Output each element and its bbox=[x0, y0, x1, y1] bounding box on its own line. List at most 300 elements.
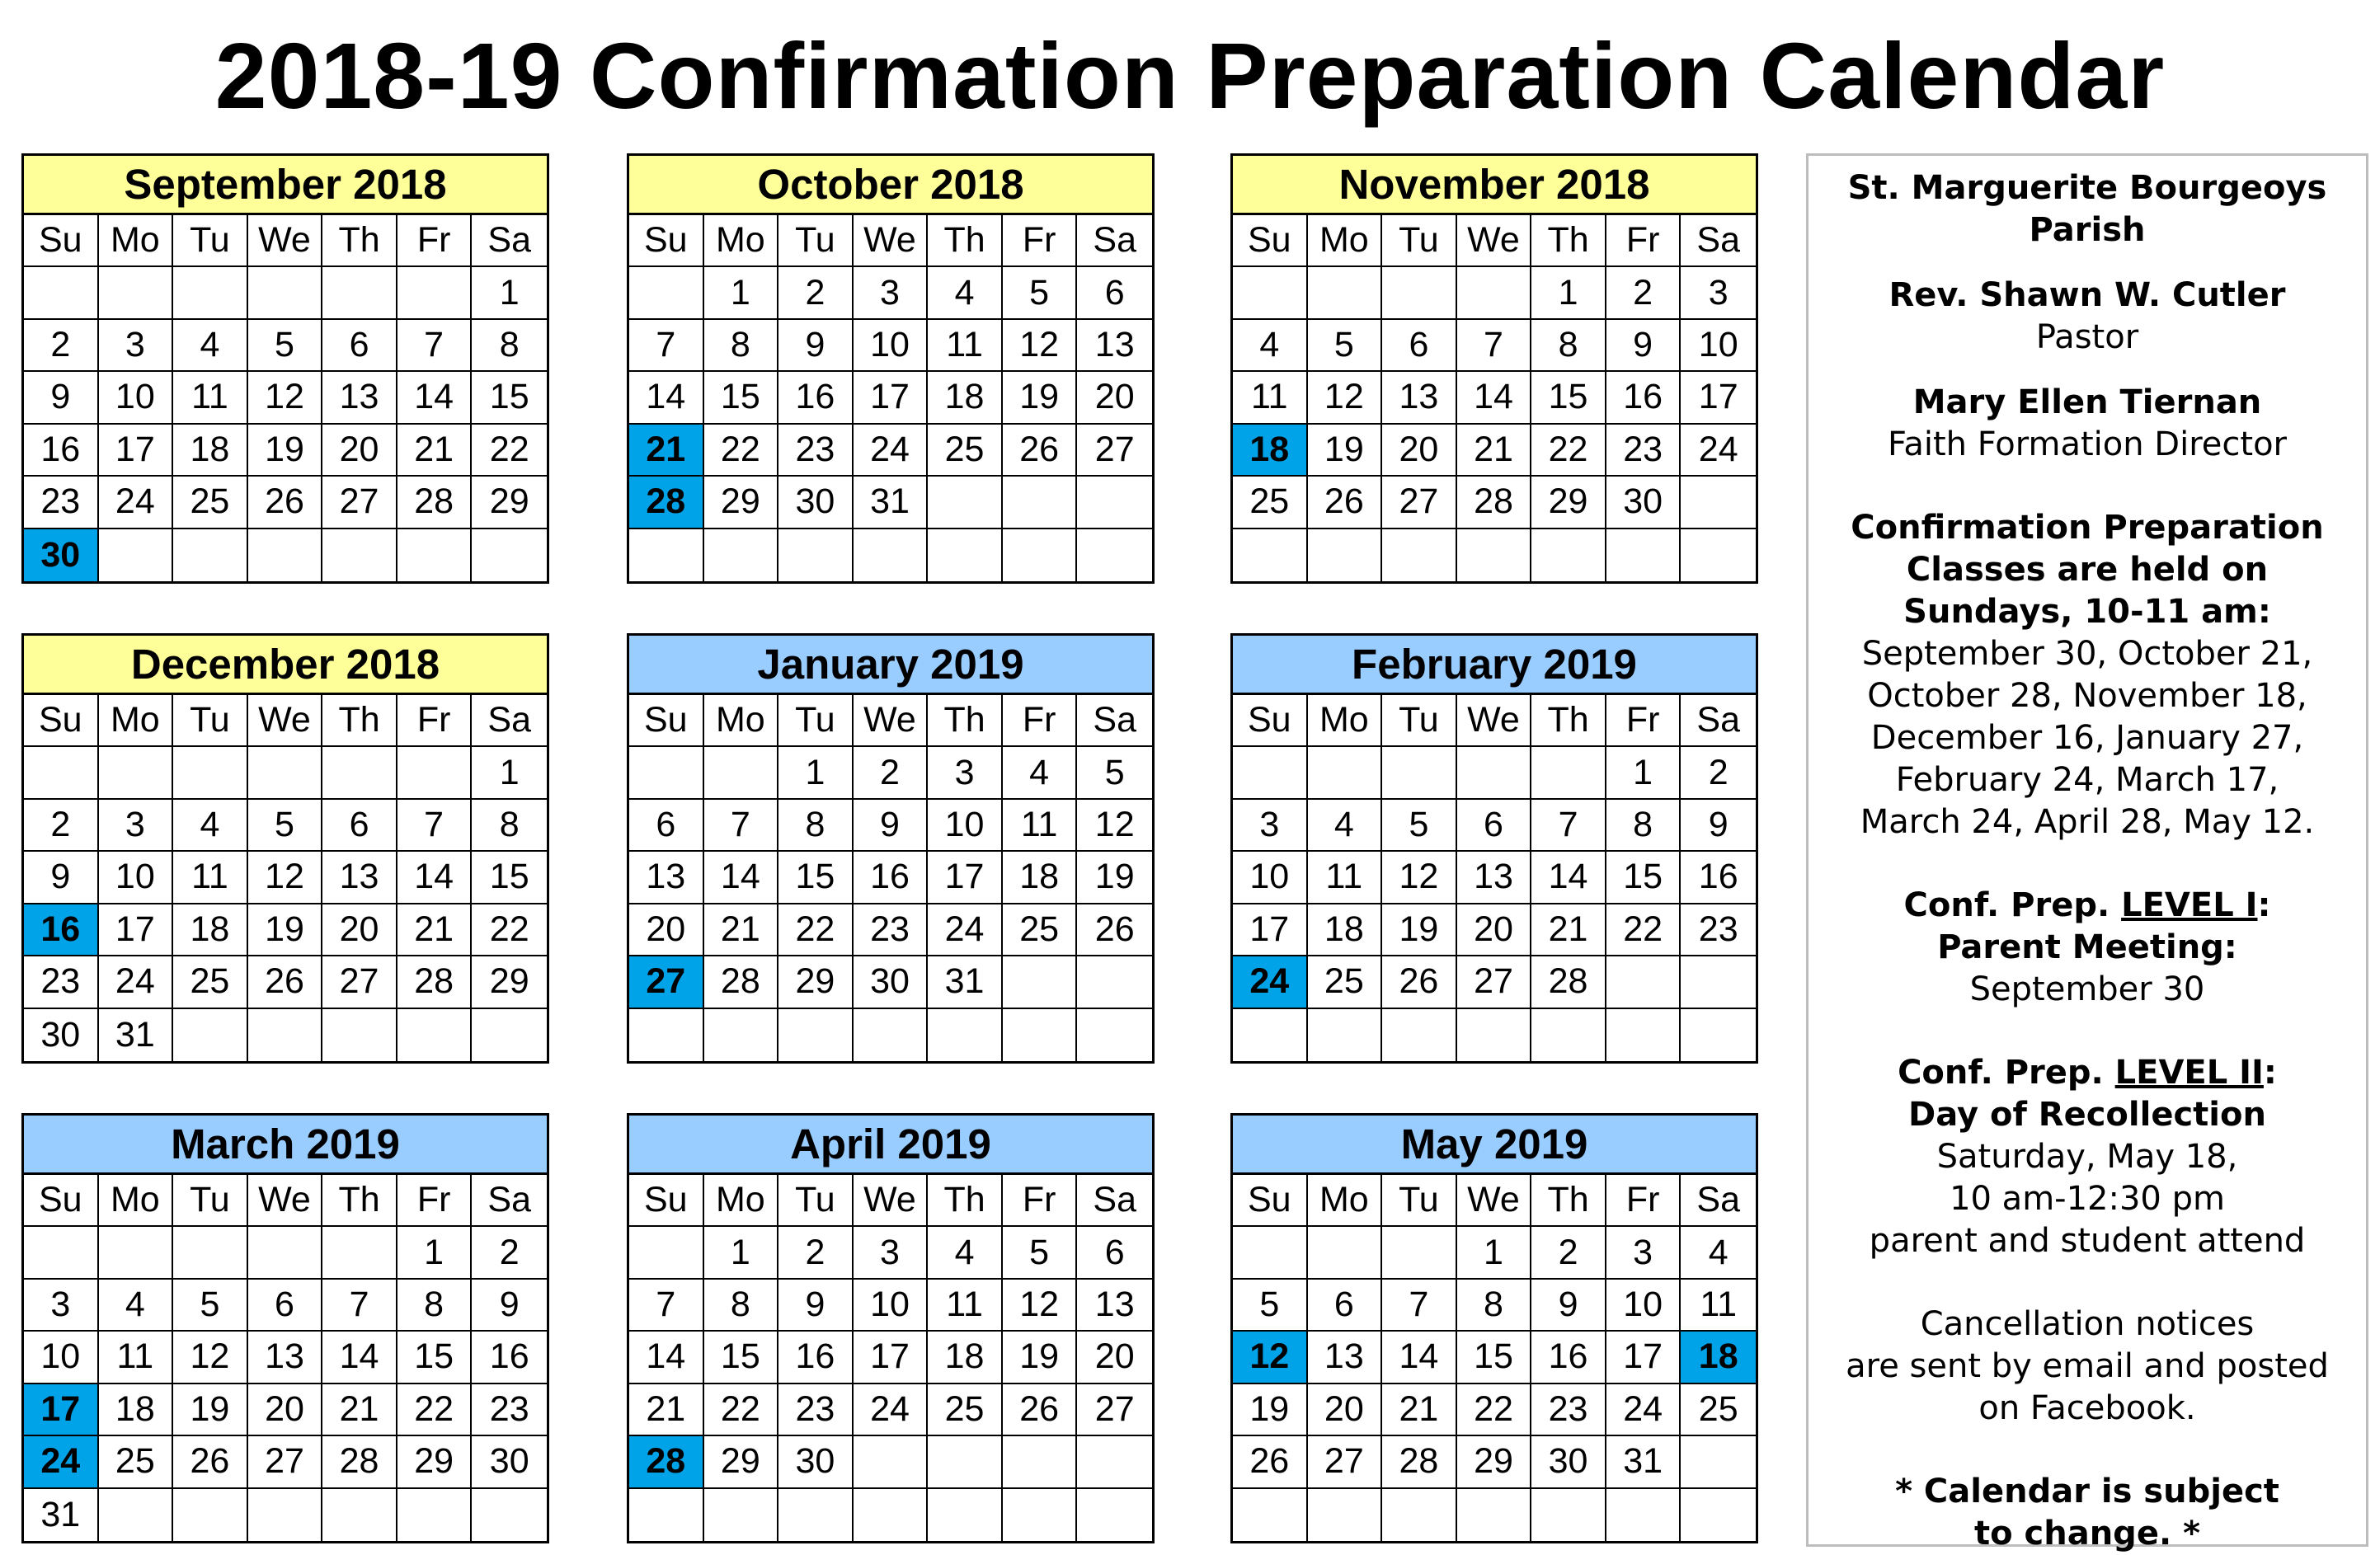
day-cell: 13 bbox=[322, 372, 397, 424]
day-cell: 18 bbox=[1003, 852, 1078, 904]
empty-day-cell bbox=[1308, 747, 1383, 799]
day-cell: 10 bbox=[1681, 320, 1756, 372]
weekday-label: Fr bbox=[1003, 215, 1078, 267]
month-header: March 2019 bbox=[24, 1116, 547, 1175]
class-dates-line2: October 28, November 18, bbox=[1867, 677, 2307, 715]
empty-day-cell bbox=[322, 267, 397, 319]
weekday-label: Fr bbox=[397, 1175, 473, 1227]
day-cell: 23 bbox=[1531, 1384, 1606, 1436]
day-cell: 29 bbox=[704, 477, 779, 529]
day-cell: 25 bbox=[1308, 956, 1383, 1008]
cancellation-line1: Cancellation notices bbox=[1920, 1305, 2255, 1343]
day-cell: 28 bbox=[704, 956, 779, 1008]
day-cell: 15 bbox=[704, 372, 779, 424]
day-cell: 13 bbox=[1308, 1332, 1383, 1384]
day-cell: 25 bbox=[1003, 904, 1078, 956]
day-cell: 29 bbox=[397, 1436, 473, 1488]
empty-day-cell bbox=[928, 1009, 1003, 1061]
month-calendar bbox=[1230, 153, 1758, 584]
day-cell: 8 bbox=[1531, 320, 1606, 372]
empty-day-cell bbox=[1531, 1489, 1606, 1541]
weekday-label: We bbox=[854, 1175, 929, 1227]
empty-day-cell bbox=[397, 1489, 473, 1541]
day-cell: 20 bbox=[1077, 372, 1152, 424]
weekday-label: Tu bbox=[173, 695, 248, 747]
day-cell: 5 bbox=[248, 800, 323, 852]
day-cell: 30 bbox=[854, 956, 929, 1008]
day-cell: 8 bbox=[704, 320, 779, 372]
empty-day-cell bbox=[629, 267, 704, 319]
empty-day-cell bbox=[1382, 267, 1457, 319]
page-title: 2018-19 Confirmation Preparation Calendar bbox=[214, 24, 2166, 128]
empty-day-cell bbox=[1457, 1489, 1532, 1541]
day-cell: 26 bbox=[1003, 425, 1078, 477]
month-header: April 2019 bbox=[629, 1116, 1152, 1175]
day-cell: 8 bbox=[1457, 1280, 1532, 1332]
day-cell: 6 bbox=[322, 800, 397, 852]
empty-day-cell bbox=[1308, 267, 1383, 319]
empty-day-cell bbox=[248, 529, 323, 581]
class-dates-line1: September 30, October 21, bbox=[1861, 635, 2313, 673]
weekday-label: Su bbox=[629, 695, 704, 747]
day-cell: 25 bbox=[173, 477, 248, 529]
day-cell: 16 bbox=[854, 852, 929, 904]
empty-day-cell bbox=[1003, 477, 1078, 529]
cancellation-line3: on Facebook. bbox=[1978, 1389, 2196, 1427]
day-cell: 5 bbox=[1233, 1280, 1308, 1332]
day-cell: 22 bbox=[472, 904, 547, 956]
day-cell: 3 bbox=[854, 267, 929, 319]
weekday-label: Th bbox=[928, 695, 1003, 747]
day-cell: 11 bbox=[928, 320, 1003, 372]
weekday-label: We bbox=[1457, 695, 1532, 747]
month-header: November 2018 bbox=[1233, 156, 1756, 215]
day-cell: 11 bbox=[1308, 852, 1383, 904]
day-cell: 5 bbox=[248, 320, 323, 372]
day-cell: 22 bbox=[778, 904, 854, 956]
day-cell: 30 bbox=[1606, 477, 1682, 529]
empty-day-cell bbox=[1531, 529, 1606, 581]
day-cell: 7 bbox=[704, 800, 779, 852]
day-cell: 16 bbox=[1531, 1332, 1606, 1384]
weekday-label: Th bbox=[1531, 1175, 1606, 1227]
day-cell: 12 bbox=[248, 372, 323, 424]
day-cell: 23 bbox=[778, 425, 854, 477]
day-cell: 9 bbox=[1681, 800, 1756, 852]
day-cell: 7 bbox=[322, 1280, 397, 1332]
empty-day-cell bbox=[1606, 529, 1682, 581]
day-cell: 20 bbox=[1382, 425, 1457, 477]
day-cell: 5 bbox=[1077, 747, 1152, 799]
weekday-label: Sa bbox=[472, 215, 547, 267]
empty-day-cell bbox=[1382, 747, 1457, 799]
day-cell: 21 bbox=[704, 904, 779, 956]
empty-day-cell bbox=[1606, 1489, 1682, 1541]
day-cell: 24 bbox=[854, 425, 929, 477]
day-cell: 25 bbox=[928, 425, 1003, 477]
day-cell: 14 bbox=[704, 852, 779, 904]
day-cell: 23 bbox=[778, 1384, 854, 1436]
empty-day-cell bbox=[397, 1009, 473, 1061]
day-cell: 26 bbox=[1308, 477, 1383, 529]
empty-day-cell bbox=[704, 529, 779, 581]
weekday-label: Su bbox=[24, 1175, 99, 1227]
parish-name-line2: Parish bbox=[2029, 211, 2146, 249]
weekday-label: Su bbox=[629, 215, 704, 267]
empty-day-cell bbox=[1382, 1489, 1457, 1541]
empty-day-cell bbox=[1233, 1009, 1308, 1061]
empty-day-cell bbox=[397, 529, 473, 581]
level2-suffix: : bbox=[2263, 1054, 2277, 1092]
day-cell: 17 bbox=[1681, 372, 1756, 424]
weekday-label: Mo bbox=[1308, 1175, 1383, 1227]
empty-day-cell bbox=[1077, 956, 1152, 1008]
day-cell: 31 bbox=[1606, 1436, 1682, 1488]
day-cell: 18 bbox=[1308, 904, 1383, 956]
day-cell: 14 bbox=[397, 852, 473, 904]
day-cell: 21 bbox=[629, 1384, 704, 1436]
day-cell: 8 bbox=[472, 320, 547, 372]
day-cell: 20 bbox=[248, 1384, 323, 1436]
director-title: Faith Formation Director bbox=[1887, 425, 2287, 463]
day-cell: 26 bbox=[1233, 1436, 1308, 1488]
day-cell: 10 bbox=[854, 1280, 929, 1332]
empty-day-cell bbox=[1077, 477, 1152, 529]
day-cell: 15 bbox=[472, 852, 547, 904]
weekday-label: Tu bbox=[1382, 695, 1457, 747]
empty-day-cell bbox=[1003, 1436, 1078, 1488]
classes-heading-line3: Sundays, 10-11 am: bbox=[1903, 593, 2271, 631]
day-cell: 3 bbox=[1606, 1227, 1682, 1279]
level2-heading bbox=[1809, 1052, 2366, 1094]
day-cell: 21 bbox=[397, 904, 473, 956]
empty-day-cell bbox=[99, 267, 174, 319]
day-cell: 25 bbox=[928, 1384, 1003, 1436]
month-calendar bbox=[627, 633, 1155, 1064]
day-cell: 16 bbox=[24, 425, 99, 477]
empty-day-cell bbox=[928, 1489, 1003, 1541]
empty-day-cell bbox=[1382, 1227, 1457, 1279]
day-cell: 20 bbox=[1308, 1384, 1383, 1436]
weekday-label: Su bbox=[1233, 215, 1308, 267]
day-cell: 23 bbox=[1606, 425, 1682, 477]
day-cell: 23 bbox=[472, 1384, 547, 1436]
day-cell: 5 bbox=[1003, 267, 1078, 319]
day-cell: 24 bbox=[1681, 425, 1756, 477]
month-calendar bbox=[21, 153, 549, 584]
weekday-label: We bbox=[248, 1175, 323, 1227]
empty-day-cell bbox=[99, 747, 174, 799]
day-cell: 24 bbox=[99, 477, 174, 529]
empty-day-cell bbox=[248, 1227, 323, 1279]
day-cell: 27 bbox=[1308, 1436, 1383, 1488]
weekday-label: Su bbox=[24, 695, 99, 747]
empty-day-cell bbox=[1077, 529, 1152, 581]
day-cell: 16 bbox=[778, 1332, 854, 1384]
day-cell: 24 bbox=[1606, 1384, 1682, 1436]
day-cell: 27 bbox=[1457, 956, 1532, 1008]
empty-day-cell bbox=[1681, 956, 1756, 1008]
weekday-label: Su bbox=[1233, 695, 1308, 747]
day-cell: 28 bbox=[397, 477, 473, 529]
empty-day-cell bbox=[1308, 1009, 1383, 1061]
empty-day-cell bbox=[778, 1489, 854, 1541]
day-cell: 7 bbox=[397, 320, 473, 372]
day-cell: 5 bbox=[1003, 1227, 1078, 1279]
day-cell: 19 bbox=[248, 425, 323, 477]
weekday-label: Fr bbox=[397, 215, 473, 267]
weekday-label: Mo bbox=[1308, 695, 1383, 747]
day-cell: 3 bbox=[854, 1227, 929, 1279]
weekday-label: Sa bbox=[472, 1175, 547, 1227]
day-cell: 4 bbox=[928, 1227, 1003, 1279]
day-cell: 20 bbox=[1077, 1332, 1152, 1384]
weekday-label: Fr bbox=[1606, 215, 1682, 267]
weekday-label: Su bbox=[629, 1175, 704, 1227]
empty-day-cell bbox=[173, 1227, 248, 1279]
day-cell: 17 bbox=[1233, 904, 1308, 956]
level1-heading bbox=[1809, 885, 2366, 927]
day-cell: 25 bbox=[173, 956, 248, 1008]
empty-day-cell bbox=[1077, 1436, 1152, 1488]
level2-note: parent and student attend bbox=[1869, 1222, 2306, 1260]
day-cell: 11 bbox=[928, 1280, 1003, 1332]
day-cell: 30 bbox=[24, 1009, 99, 1061]
day-cell: 31 bbox=[854, 477, 929, 529]
weekday-label: Fr bbox=[397, 695, 473, 747]
day-cell: 3 bbox=[1681, 267, 1756, 319]
classes-heading-line2: Classes are held on bbox=[1906, 551, 2269, 589]
day-cell: 2 bbox=[1606, 267, 1682, 319]
weekday-label: Tu bbox=[173, 1175, 248, 1227]
day-cell: 23 bbox=[854, 904, 929, 956]
weekday-label: Fr bbox=[1606, 695, 1682, 747]
empty-day-cell bbox=[322, 1009, 397, 1061]
day-cell: 12 bbox=[248, 852, 323, 904]
day-cell: 1 bbox=[472, 267, 547, 319]
day-cell: 13 bbox=[322, 852, 397, 904]
level1-label: LEVEL I bbox=[2121, 886, 2258, 924]
day-cell: 9 bbox=[24, 852, 99, 904]
day-cell: 31 bbox=[928, 956, 1003, 1008]
month-calendar bbox=[627, 153, 1155, 584]
day-cell: 9 bbox=[854, 800, 929, 852]
day-cell: 16 bbox=[778, 372, 854, 424]
day-cell: 3 bbox=[1233, 800, 1308, 852]
class-dates-line4: February 24, March 17, bbox=[1895, 761, 2279, 799]
day-cell: 1 bbox=[397, 1227, 473, 1279]
day-cell-class-date: 21 bbox=[629, 425, 704, 477]
day-cell: 26 bbox=[1077, 904, 1152, 956]
empty-day-cell bbox=[704, 1009, 779, 1061]
empty-day-cell bbox=[629, 747, 704, 799]
day-cell: 20 bbox=[1457, 904, 1532, 956]
day-cell: 29 bbox=[472, 956, 547, 1008]
day-cell: 17 bbox=[99, 425, 174, 477]
day-cell: 7 bbox=[397, 800, 473, 852]
day-cell: 25 bbox=[1681, 1384, 1756, 1436]
day-cell: 19 bbox=[1308, 425, 1383, 477]
day-cell: 14 bbox=[1531, 852, 1606, 904]
day-cell: 5 bbox=[173, 1280, 248, 1332]
month-calendar bbox=[21, 1113, 549, 1543]
empty-day-cell bbox=[322, 529, 397, 581]
weekday-label: Fr bbox=[1606, 1175, 1682, 1227]
empty-day-cell bbox=[1457, 529, 1532, 581]
day-cell: 7 bbox=[1382, 1280, 1457, 1332]
empty-day-cell bbox=[1531, 747, 1606, 799]
day-cell: 12 bbox=[1077, 800, 1152, 852]
day-cell: 22 bbox=[1531, 425, 1606, 477]
empty-day-cell bbox=[397, 747, 473, 799]
day-cell: 26 bbox=[1003, 1384, 1078, 1436]
empty-day-cell bbox=[322, 1227, 397, 1279]
level2-date: Saturday, May 18, bbox=[1936, 1138, 2238, 1176]
day-cell: 12 bbox=[1382, 852, 1457, 904]
day-cell: 30 bbox=[778, 1436, 854, 1488]
day-cell: 25 bbox=[99, 1436, 174, 1488]
day-cell: 11 bbox=[173, 852, 248, 904]
weekday-label: Tu bbox=[778, 215, 854, 267]
day-cell: 28 bbox=[1382, 1436, 1457, 1488]
day-cell: 16 bbox=[472, 1332, 547, 1384]
weekday-label: We bbox=[854, 215, 929, 267]
day-cell: 6 bbox=[1382, 320, 1457, 372]
day-cell: 13 bbox=[1077, 320, 1152, 372]
weekday-label: Tu bbox=[1382, 1175, 1457, 1227]
empty-day-cell bbox=[1457, 267, 1532, 319]
day-cell: 2 bbox=[1681, 747, 1756, 799]
day-cell: 4 bbox=[928, 267, 1003, 319]
day-cell: 12 bbox=[1003, 1280, 1078, 1332]
day-cell: 21 bbox=[322, 1384, 397, 1436]
day-cell: 13 bbox=[1077, 1280, 1152, 1332]
weekday-label: Sa bbox=[1077, 215, 1152, 267]
empty-day-cell bbox=[629, 529, 704, 581]
empty-day-cell bbox=[173, 529, 248, 581]
day-cell: 10 bbox=[99, 852, 174, 904]
empty-day-cell bbox=[248, 1009, 323, 1061]
day-cell: 11 bbox=[173, 372, 248, 424]
empty-day-cell bbox=[1382, 1009, 1457, 1061]
empty-day-cell bbox=[99, 529, 174, 581]
day-cell: 29 bbox=[1531, 477, 1606, 529]
day-cell: 5 bbox=[1382, 800, 1457, 852]
empty-day-cell bbox=[778, 529, 854, 581]
day-cell: 19 bbox=[1003, 1332, 1078, 1384]
day-cell: 19 bbox=[1003, 372, 1078, 424]
day-cell: 18 bbox=[173, 425, 248, 477]
weekday-label: Sa bbox=[1681, 695, 1756, 747]
class-dates-line3: December 16, January 27, bbox=[1870, 719, 2304, 757]
empty-day-cell bbox=[1681, 477, 1756, 529]
day-cell: 3 bbox=[24, 1280, 99, 1332]
month-header: January 2019 bbox=[629, 636, 1152, 695]
weekday-label: Tu bbox=[1382, 215, 1457, 267]
month-header: October 2018 bbox=[629, 156, 1152, 215]
day-cell: 23 bbox=[24, 956, 99, 1008]
weekday-label: Su bbox=[24, 215, 99, 267]
empty-day-cell bbox=[854, 529, 929, 581]
day-cell: 27 bbox=[1077, 425, 1152, 477]
weekday-label: Sa bbox=[1681, 1175, 1756, 1227]
day-cell: 10 bbox=[1606, 1280, 1682, 1332]
day-cell-class-date: 30 bbox=[24, 529, 99, 581]
day-cell: 6 bbox=[1308, 1280, 1383, 1332]
weekday-label: Mo bbox=[99, 215, 174, 267]
day-cell: 19 bbox=[1382, 904, 1457, 956]
day-cell: 12 bbox=[1003, 320, 1078, 372]
weekday-label: Th bbox=[928, 1175, 1003, 1227]
day-cell: 27 bbox=[1382, 477, 1457, 529]
day-cell: 2 bbox=[472, 1227, 547, 1279]
empty-day-cell bbox=[1233, 267, 1308, 319]
day-cell: 18 bbox=[99, 1384, 174, 1436]
empty-day-cell bbox=[704, 747, 779, 799]
day-cell: 12 bbox=[173, 1332, 248, 1384]
day-cell: 10 bbox=[99, 372, 174, 424]
day-cell: 4 bbox=[1003, 747, 1078, 799]
empty-day-cell bbox=[1606, 956, 1682, 1008]
day-cell: 1 bbox=[704, 1227, 779, 1279]
day-cell: 1 bbox=[472, 747, 547, 799]
weekday-label: Fr bbox=[1003, 695, 1078, 747]
day-cell: 8 bbox=[778, 800, 854, 852]
empty-day-cell bbox=[173, 747, 248, 799]
day-cell: 18 bbox=[928, 372, 1003, 424]
empty-day-cell bbox=[704, 1489, 779, 1541]
empty-day-cell bbox=[1606, 1009, 1682, 1061]
empty-day-cell bbox=[1681, 1009, 1756, 1061]
day-cell: 15 bbox=[472, 372, 547, 424]
weekday-label: Mo bbox=[704, 215, 779, 267]
day-cell-class-date: 18 bbox=[1233, 425, 1308, 477]
empty-day-cell bbox=[1233, 529, 1308, 581]
day-cell: 10 bbox=[928, 800, 1003, 852]
day-cell: 17 bbox=[1606, 1332, 1682, 1384]
day-cell: 27 bbox=[322, 477, 397, 529]
day-cell: 31 bbox=[99, 1009, 174, 1061]
weekday-label: Mo bbox=[704, 695, 779, 747]
pastor-title: Pastor bbox=[2035, 318, 2139, 356]
day-cell: 7 bbox=[1531, 800, 1606, 852]
day-cell: 1 bbox=[1531, 267, 1606, 319]
level1-suffix: : bbox=[2257, 886, 2271, 924]
day-cell: 2 bbox=[24, 800, 99, 852]
day-cell: 8 bbox=[472, 800, 547, 852]
month-header: September 2018 bbox=[24, 156, 547, 215]
weekday-label: We bbox=[1457, 215, 1532, 267]
weekday-label: Th bbox=[928, 215, 1003, 267]
level1-prefix: Conf. Prep. bbox=[1903, 886, 2122, 924]
empty-day-cell bbox=[1457, 747, 1532, 799]
level2-prefix: Conf. Prep. bbox=[1898, 1054, 2115, 1092]
day-cell: 3 bbox=[99, 800, 174, 852]
level2-label: LEVEL II bbox=[2114, 1054, 2264, 1092]
month-header: February 2019 bbox=[1233, 636, 1756, 695]
day-cell: 11 bbox=[99, 1332, 174, 1384]
day-cell: 31 bbox=[24, 1489, 99, 1541]
day-cell: 6 bbox=[629, 800, 704, 852]
day-cell-class-date: 17 bbox=[24, 1384, 99, 1436]
day-cell: 11 bbox=[1233, 372, 1308, 424]
month-calendar bbox=[1230, 1113, 1758, 1543]
day-cell: 30 bbox=[1531, 1436, 1606, 1488]
weekday-label: Su bbox=[1233, 1175, 1308, 1227]
empty-day-cell bbox=[1681, 1489, 1756, 1541]
empty-day-cell bbox=[248, 1489, 323, 1541]
day-cell: 9 bbox=[1531, 1280, 1606, 1332]
